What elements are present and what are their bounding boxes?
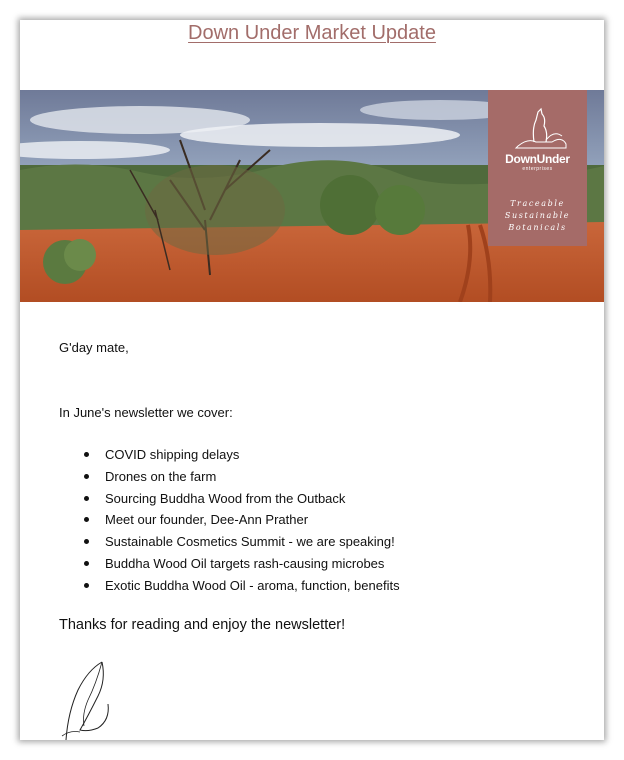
topics-list	[105, 446, 400, 599]
signature-icon	[58, 660, 118, 740]
bullet-icon	[84, 539, 89, 544]
brand-tagline-3: Botanicals	[508, 223, 567, 232]
brand-subname: enterprises	[522, 166, 553, 172]
brand-name: DownUnder	[505, 152, 570, 166]
bullet-icon	[84, 561, 89, 566]
intro-text: In June's newsletter we cover:	[59, 405, 233, 420]
brand-logo-box	[488, 90, 587, 246]
greeting-text: G'day mate,	[59, 340, 129, 355]
brand-tagline-1: Traceable	[510, 199, 565, 208]
list-item: Drones on the farm	[105, 468, 400, 490]
list-item: Sourcing Buddha Wood from the Outback	[105, 490, 400, 512]
email-frame	[20, 20, 604, 740]
list-item: Meet our founder, Dee-Ann Prather	[105, 511, 400, 533]
kangaroo-logo-icon	[506, 106, 570, 150]
list-item: Sustainable Cosmetics Summit - we are speaking!	[105, 533, 400, 555]
bullet-icon	[84, 496, 89, 501]
brand-tagline-2: Sustainable	[504, 211, 571, 220]
closing-text: Thanks for reading and enjoy the newsletter!	[59, 617, 346, 633]
bullet-icon	[84, 474, 89, 479]
bullet-icon	[84, 452, 89, 457]
newsletter-title[interactable]: Down Under Market Update	[188, 22, 436, 44]
bullet-icon	[84, 583, 89, 588]
list-item: Exotic Buddha Wood Oil - aroma, function, benefits	[105, 577, 400, 599]
list-item: COVID shipping delays	[105, 446, 400, 468]
list-item: Buddha Wood Oil targets rash-causing microbes	[105, 555, 400, 577]
bullet-icon	[84, 517, 89, 522]
